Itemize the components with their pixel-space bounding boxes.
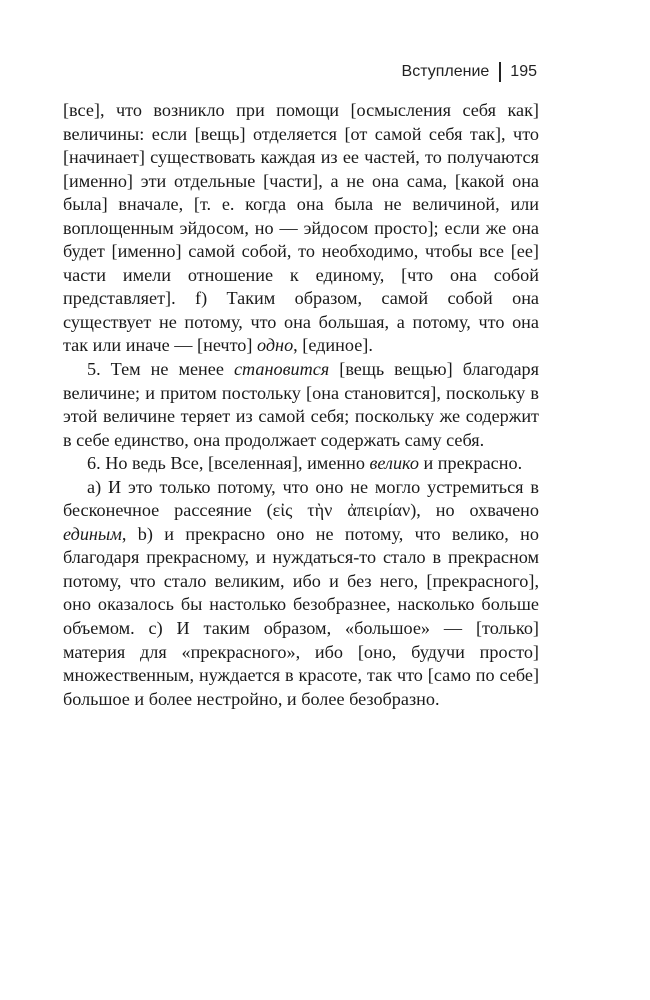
text-segment: [вещь вещью] благодаря величине; и притом постольку [она становится], поскольку в этой величине теряет из самой себя; поскольку же содержит в себе единство, она продолжает содержать саму себя.: [63, 359, 539, 450]
page-number: 195: [510, 63, 537, 80]
text-segment: [все], что возникло при помощи [осмысления себя как] величины: если [вещь] отделяется [от самой себя так], что [начинает] существовать каждая из ее частей, то получаются [именно] эти отдельные [части], а не она сама, [какой она была] вначале, [т. е. когда она была не величиной, или воплощенным эйдосом, но — эйдосом просто]; если же она будет [именно] самой собой, то необходимо, чтобы все [ее] части имели отношение к единому, [что она собой представляет]. f) Таким образом, самой собой она существует не потому, что она большая, а потому, что она так или иначе — [нечто]: [63, 100, 539, 356]
text-segment: и прекрасно.: [418, 453, 523, 474]
paragraph: [63, 452, 539, 476]
italic-text: одно: [257, 335, 294, 356]
text-segment: , b) и прекрасно оно не потому, что велико, но благодаря прекрасному, и нуждаться-то стало в прекрасном потому, что стало великим, ибо и без него, [прекрасного], оно оказалось бы настолько безобразнее, насколько больше объемом. c) И таким образом, «большое» — [только] материя для «прекрасного», ибо [оно, будучи просто] множественным, нуждается в красоте, так что [само по себе] большое и более нестройно, и более безобразно.: [63, 523, 539, 709]
body-text: [63, 99, 539, 711]
running-head: [402, 62, 537, 82]
header-separator: [499, 62, 501, 82]
text-segment: 6. Но ведь Все, [вселенная], именно: [87, 453, 370, 474]
text-segment: a) И это только потому, что оно не могло устремиться в бесконечное рассеяние (εἰς τὴν ἀπειρίαν), но охвачено: [63, 476, 539, 521]
italic-text: становится: [233, 359, 330, 380]
section-title: Вступление: [401, 63, 490, 80]
italic-text: велико: [369, 453, 419, 474]
paragraph: [63, 99, 539, 358]
paragraph: [63, 476, 539, 711]
text-segment: 5. Тем не менее: [87, 359, 234, 380]
text-segment: , [единое].: [293, 335, 373, 356]
paragraph: [63, 358, 539, 452]
italic-text: единым: [63, 523, 122, 544]
